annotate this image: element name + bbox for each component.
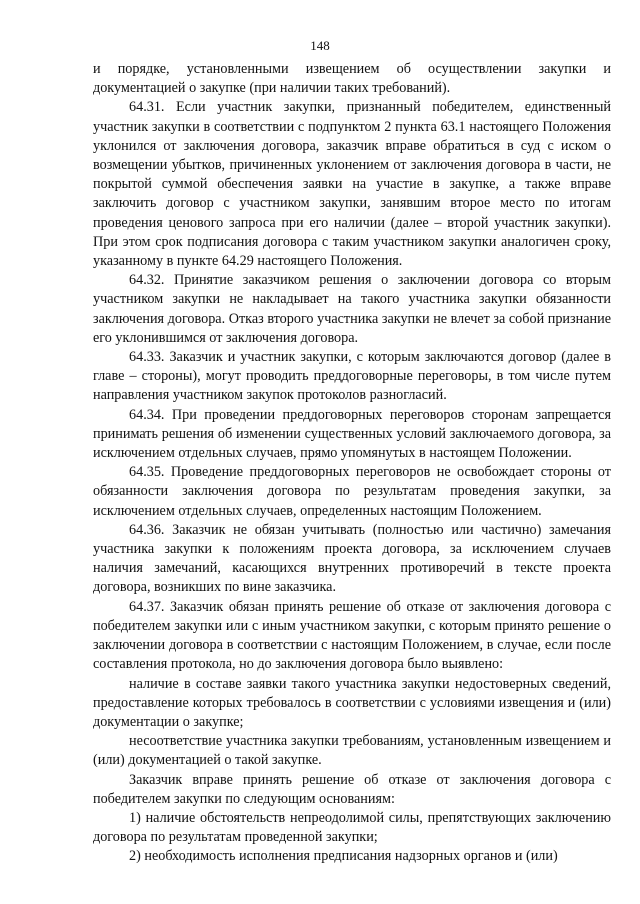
paragraph: 64.34. При проведении преддоговорных переговоров сторонам запрещается принимать решения об изменении существенных условий заключаемого договора, за исключением отдельных случаев, прямо упомянутых в настоящем Положении. [93, 406, 611, 462]
paragraph: несоответствие участника закупки требованиям, установленным извещением и (или) документацией о такой закупке. [93, 733, 611, 769]
paragraph: 64.35. Проведение преддоговорных переговоров не освобождает стороны от обязанности заключения договора по результатам проведения закупки, за исключением отдельных случаев, определенных настоящим Положением. [93, 464, 611, 519]
paragraph: 64.36. Заказчик не обязан учитывать (полностью или частично) замечания участника закупки к положениям проекта договора, за исключением случаев наличия замечаний, касающихся внутренних противоречий в тексте проекта договора, возникших по вине заказчика. [93, 521, 611, 596]
document-body [93, 60, 611, 867]
paragraph: и порядке, установленными извещением об осуществлении закупки и документацией о закупке (при наличии таких требований). [93, 61, 611, 97]
paragraph: 64.33. Заказчик и участник закупки, с которым заключаются договор (далее в главе – стороны), могут проводить преддоговорные переговоры, в том числе путем направления участником закупок протоколов разногласий. [93, 349, 611, 404]
page-number: 148 [310, 38, 330, 53]
paragraph: 64.32. Принятие заказчиком решения о заключении договора со вторым участником закупки не накладывает на такого участника закупки обязанности заключения договора. Отказ второго участника закупки не влечет за собой признание его уклонившимся от заключения договора. [93, 272, 611, 346]
paragraph: Заказчик вправе принять решение об отказе от заключения договора с победителем закупки по следующим основаниям: [93, 771, 611, 807]
paragraph: 64.31. Если участник закупки, признанный победителем, единственный участник закупки в соответствии с подпунктом 2 пункта 63.1 настоящего Положения уклонился от заключения договора, заказчик вправе обратиться в суд с иском о возмещении убытков, причиненных уклонением от заключения договора в части, не покрытой суммой обеспечения заявки на участие в закупке, а также вправе заключить договор с участником закупки, занявшим второе место по итогам проведения ценового запроса при его наличии (далее – второй участник закупки). При этом срок подписания договора с таким участником закупки аналогичен сроку, указанному в пункте 64.29 настоящего Положения. [93, 99, 611, 270]
paragraph: наличие в составе заявки такого участника закупки недостоверных сведений, предоставление которых требовалось в соответствии с условиями извещения и (или) документации о закупке; [93, 675, 611, 730]
paragraph: 1) наличие обстоятельств непреодолимой силы, препятствующих заключению договора по результатам проведенной закупки; [93, 809, 611, 846]
paragraph: 64.37. Заказчик обязан принять решение об отказе от заключения договора с победителем закупки или с иным участником закупки, с которым принято решение о заключении договора в соответствии с настоящим Положением, в случае, если после составления протокола, но до заключения договора было выявлено: [93, 598, 611, 673]
paragraph: 2) необходимость исполнения предписания надзорных органов и (или) [129, 848, 558, 865]
